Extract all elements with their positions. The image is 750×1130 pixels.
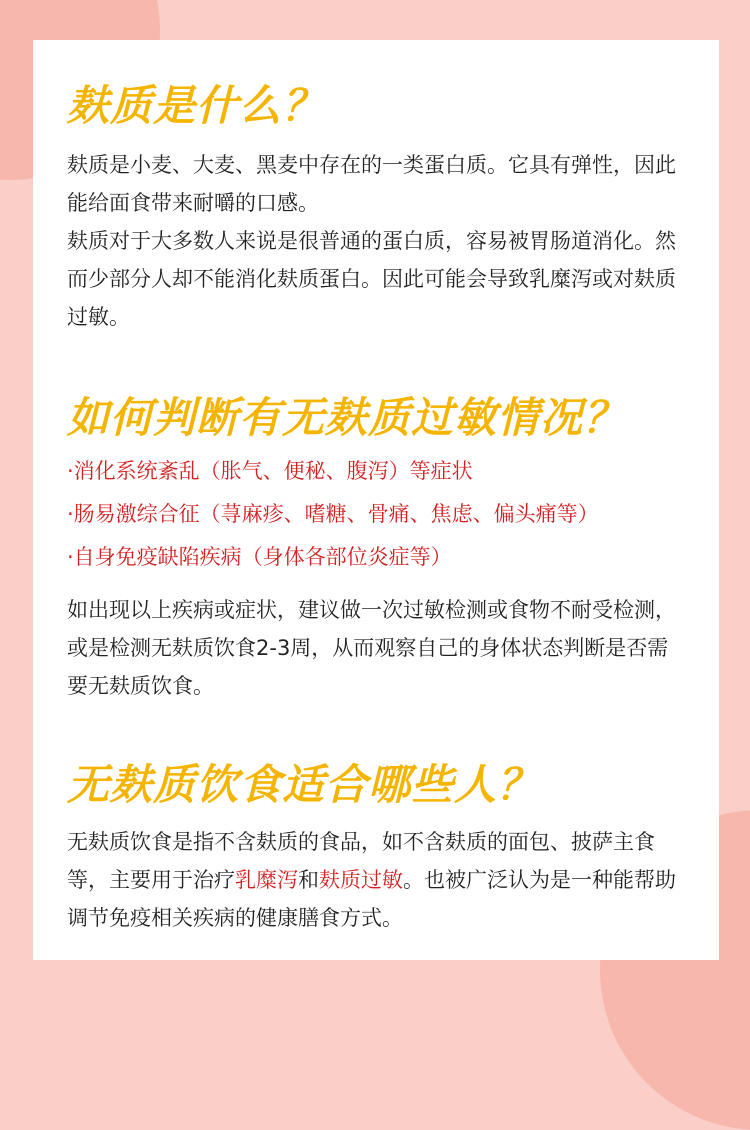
section-heading-what-is-gluten: 麸质是什么？ (67, 81, 326, 130)
section-heading-gluten-allergy-check: 如何判断有无麸质过敏情况？ (67, 393, 627, 442)
celiac-disease-highlight: 乳糜泻 (235, 868, 298, 892)
content-card (33, 40, 719, 960)
gluten-free-diet-paragraph (67, 823, 685, 937)
gluten-free-text-part3: 。也被广泛认为是一种能帮助调节免疫相关疾病的健康膳食方式。 (67, 868, 676, 930)
symptom-item-autoimmune: ·自身免疫缺陷疾病（身体各部位炎症等） (67, 545, 452, 569)
gluten-free-text-part2: 和 (298, 868, 319, 892)
symptom-list (67, 450, 685, 579)
symptom-item-digestive: ·消化系统紊乱（胀气、便秘、腹泻）等症状 (67, 459, 473, 483)
gluten-allergy-highlight: 麸质过敏 (319, 868, 403, 892)
symptom-item-ibs: ·肠易激综合征（荨麻疹、嗜糖、骨痛、焦虑、偏头痛等） (67, 502, 599, 526)
gluten-digestion-paragraph: 麸质对于大多数人来说是很普通的蛋白质，容易被胃肠道消化。然而少部分人却不能消化麸质蛋白。因此可能会导致乳糜泻或对麸质过敏。 (67, 229, 676, 329)
gluten-definition-paragraph: 麸质是小麦、大麦、黑麦中存在的一类蛋白质。它具有弹性，因此能给面食带来耐嚼的口感。 (67, 153, 676, 215)
testing-advice-paragraph: 如出现以上疾病或症状，建议做一次过敏检测或食物不耐受检测，或是检测无麸质饮食2-3周，从而观察自己的身体状态判断是否需要无麸质饮食。 (67, 598, 676, 698)
section-heading-who-needs-gluten-free: 无麸质饮食适合哪些人？ (67, 760, 541, 809)
gluten-free-text-part1: 无麸质饮食是指不含麸质的食品，如不含麸质的面包、披萨主食等，主要用于治疗 (67, 830, 655, 892)
